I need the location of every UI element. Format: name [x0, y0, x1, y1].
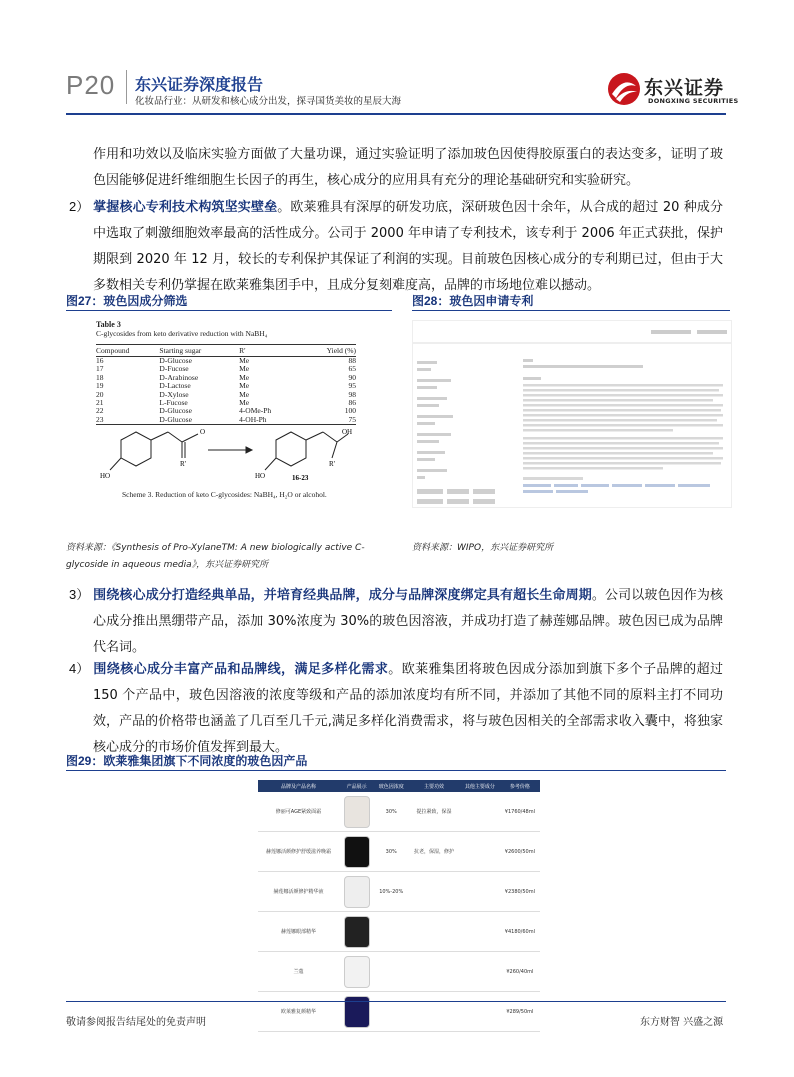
product-cell: 赫莲娜眼部精华 — [258, 912, 339, 952]
compound-cell: 19 — [96, 381, 104, 391]
product-cell — [408, 872, 460, 912]
compound-cell: 16 — [96, 356, 104, 365]
product-col-header: 玻色因浓度 — [374, 780, 408, 792]
product-row — [258, 792, 540, 832]
svg-text:HO: HO — [100, 472, 111, 480]
product-cell: ¥2600/50ml — [500, 832, 540, 872]
product-cell: ¥1760/48ml — [500, 792, 540, 832]
compound-cell: 75 — [300, 416, 356, 425]
compound-cell: 90 — [348, 372, 356, 382]
scheme-caption: Scheme 3. Reduction of keto C-glycosides: NaBH₄, H₂O or alcohol. — [122, 490, 327, 499]
product-cell: 提拉紧致，保湿 — [408, 792, 460, 832]
fig28-title: 图28：玻色因申请专利 — [412, 294, 534, 308]
product-cell — [460, 912, 500, 952]
compound-row — [96, 374, 356, 382]
product-col-header: 产品展示 — [339, 780, 374, 792]
footer-rule — [66, 1001, 726, 1002]
product-cell — [460, 872, 500, 912]
product-thumbnail — [344, 956, 370, 988]
page-number: P20 — [66, 70, 116, 100]
compound-cell: 23 — [96, 416, 159, 425]
product-cell: 30% — [374, 832, 408, 872]
product-cell: 赫莲娜活颜修护舒缓滋养晚霜 — [258, 832, 339, 872]
product-row — [258, 912, 540, 952]
svg-text:OH: OH — [342, 428, 353, 436]
compound-cell: 21 — [96, 398, 104, 408]
compound-cell: 20 — [96, 389, 104, 399]
compound-cell: Me — [239, 364, 250, 374]
scheme-label: 16-23 — [292, 474, 309, 482]
paragraph-3 — [69, 582, 723, 661]
footer-slogan: 东方财智 兴盛之源 — [640, 1017, 724, 1028]
compound-cell: 22 — [96, 406, 104, 416]
product-cell — [374, 992, 408, 1032]
paragraph-3-body: 。公司以玻色因作为核心成分推出黑绷带产品，添加 30%浓度为 30%的玻色因溶液，并成功打造了赫莲娜品牌。玻色因已成为品牌代名词。 — [93, 588, 723, 655]
product-row — [258, 952, 540, 992]
compound-cell: L-Fucose — [159, 398, 188, 408]
header-divider — [126, 70, 127, 104]
dongxing-logo-icon — [607, 72, 641, 106]
fig28-rule — [412, 310, 730, 311]
product-cell: 修丽可AGE紧致面霜 — [258, 792, 339, 832]
compound-cell: 88 — [348, 356, 356, 365]
product-cell: 欧莱雅复颜精华 — [258, 992, 339, 1032]
report-subtitle: 化妆品行业：从研发和核心成分出发，探寻国货美妆的星辰大海 — [135, 96, 402, 107]
col-r: R' — [239, 345, 300, 357]
reduction-scheme — [96, 420, 356, 500]
product-image — [339, 992, 374, 1032]
product-col-header: 参考价格 — [500, 780, 540, 792]
product-cell: ¥289/50ml — [500, 992, 540, 1032]
footer-disclaimer: 敬请参阅报告结尾处的免责声明 — [66, 1017, 206, 1028]
product-cell — [408, 992, 460, 1032]
product-thumbnail — [344, 876, 370, 908]
product-cell: ¥2380/50ml — [500, 872, 540, 912]
compound-cell: 4-OMe-Ph — [239, 406, 272, 416]
product-cell: 兰蔻 — [258, 952, 339, 992]
paragraph-2-body: 。欧莱雅具有深厚的研发功底，深研玻色因十余年，从合成的超过 20 种成分中选取了刺激细胞效率最高的活性成分。公司于 2000 年申请了专利技术，该专利于 2006 年正式获批，保护期限到 2020 年 12 月，较长的专利保护其保证了利润的实现。目前玻色因核心成分的专利期已过，但由于大多数相关专利仍掌握在欧莱雅集团手中，且成分复刻难度高，品牌的市场地位难以撼动。 — [93, 200, 723, 293]
paragraph-1: 作用和功效以及临床实验方面做了大量功课，通过实验证明了添加玻色因使得胶原蛋白的表达变多，证明了玻色因能够促进纤维细胞生长因子的再生，核心成分的应用具有充分的理论基础研究和实验研究。 — [93, 147, 723, 188]
compound-table — [96, 344, 356, 425]
product-row — [258, 832, 540, 872]
compound-row — [96, 399, 356, 407]
product-table — [258, 780, 540, 1032]
logo-text: 东兴证券 — [644, 77, 725, 99]
paragraph-4-body: 。欧莱雅集团将玻色因成分添加到旗下多个子品牌的超过 150 个产品中，玻色因溶液的浓度等级和产品的添加浓度均有所不同，并添加了其他不同的原料主打不同功效，产品的价格带也涵盖了几百至几千元,满足多样化消费需求，将与玻色因相关的全部需求收入囊中，将独家核心成分的市场价值发挥到最大。 — [93, 662, 723, 755]
product-thumbnail — [344, 796, 370, 828]
product-cell — [408, 952, 460, 992]
compound-cell: D-Xylose — [159, 389, 189, 399]
col-sugar: Starting sugar — [159, 345, 239, 357]
product-cell — [374, 952, 408, 992]
compound-cell: 98 — [348, 389, 356, 399]
compound-row — [96, 382, 356, 390]
product-col-header: 主要功效 — [408, 780, 460, 792]
svg-text:R': R' — [329, 460, 335, 468]
compound-cell: D-Glucose — [159, 406, 192, 416]
product-thumbnail — [344, 916, 370, 948]
compound-row — [96, 407, 356, 415]
fig29-rule — [66, 770, 726, 771]
product-col-header: 其他主要成分 — [460, 780, 500, 792]
paragraph-2 — [69, 194, 723, 299]
product-cell — [460, 832, 500, 872]
product-image — [339, 792, 374, 832]
compound-cell: Me — [239, 356, 250, 365]
item-number: 3） — [69, 587, 90, 602]
compound-cell: 18 — [96, 372, 104, 382]
compound-cell: Me — [239, 398, 250, 408]
product-cell — [374, 912, 408, 952]
compound-cell: 95 — [348, 381, 356, 391]
product-image — [339, 952, 374, 992]
compound-row — [96, 357, 356, 366]
fig27-source: 资料来源：《Synthesis of Pro-XylaneTM: A new biologically active C-glycoside in aqueous media》，东兴证券研究所 — [66, 543, 365, 570]
fig28-source: 资料来源：WIPO，东兴证券研究所 — [412, 543, 554, 553]
logo-english: DONGXING SECURITIES — [648, 97, 739, 105]
product-cell: 抗老，保湿，修护 — [408, 832, 460, 872]
paragraph-3-lead: 围绕核心成分打造经典单品，并培育经典品牌，成分与品牌深度绑定具有超长生命周期 — [93, 588, 592, 603]
product-image — [339, 912, 374, 952]
col-compound: Compound — [96, 345, 159, 357]
product-row — [258, 992, 540, 1032]
product-cell: 10%-20% — [374, 872, 408, 912]
paragraph-4-lead: 围绕核心成分丰富产品和品牌线，满足多样化需求 — [93, 662, 389, 677]
patent-page-image — [413, 321, 731, 507]
compound-cell: D-Glucose — [159, 356, 192, 365]
product-cell — [460, 992, 500, 1032]
fig27-title: 图27：玻色因成分筛选 — [66, 294, 188, 308]
compound-cell: D-Fucose — [159, 364, 189, 374]
paragraph-4 — [69, 656, 723, 761]
product-cell: 赫莲娜活颜修护精华液 — [258, 872, 339, 912]
product-cell — [408, 912, 460, 952]
paragraph-2-lead: 掌握核心专利技术构筑坚实壁垒 — [93, 200, 278, 215]
compound-cell: 86 — [348, 398, 356, 408]
compound-cell: D-Lactose — [159, 381, 191, 391]
patent-screenshot — [412, 320, 732, 508]
svg-text:O: O — [200, 428, 206, 436]
compound-cell: 65 — [348, 364, 356, 374]
compound-row — [96, 391, 356, 399]
compound-cell: D-Arabinose — [159, 372, 199, 382]
table-title: Table 3 — [96, 320, 121, 329]
compound-cell: Me — [239, 389, 250, 399]
svg-text:HO: HO — [255, 472, 266, 480]
item-number: 4） — [69, 661, 90, 676]
product-cell — [460, 792, 500, 832]
product-cell — [460, 952, 500, 992]
svg-text:R': R' — [180, 460, 186, 468]
fig27-rule — [66, 310, 392, 311]
fig29-title: 图29：欧莱雅集团旗下不同浓度的玻色因产品 — [66, 754, 308, 768]
product-cell: 30% — [374, 792, 408, 832]
compound-cell: Me — [239, 381, 250, 391]
header-rule — [66, 113, 726, 115]
product-row — [258, 872, 540, 912]
product-col-header: 品牌及产品名称 — [258, 780, 339, 792]
product-cell: ¥260/40ml — [500, 952, 540, 992]
compound-cell: D-Glucose — [159, 416, 239, 425]
report-title: 东兴证券深度报告 — [135, 75, 264, 94]
compound-row — [96, 365, 356, 373]
product-image — [339, 832, 374, 872]
compound-cell: 100 — [344, 406, 356, 416]
fig27-table-block — [96, 320, 356, 425]
col-yield: Yield (%) — [300, 345, 356, 357]
compound-cell: 17 — [96, 364, 104, 374]
product-thumbnail — [344, 836, 370, 868]
compound-cell: Me — [239, 372, 250, 382]
item-number: 2） — [69, 199, 90, 214]
product-image — [339, 872, 374, 912]
table-caption: C-glycosides from keto derivative reduction with NaBH₄ — [96, 329, 268, 338]
compound-cell: 4-OH-Ph — [239, 416, 300, 425]
product-cell: ¥4180/60ml — [500, 912, 540, 952]
